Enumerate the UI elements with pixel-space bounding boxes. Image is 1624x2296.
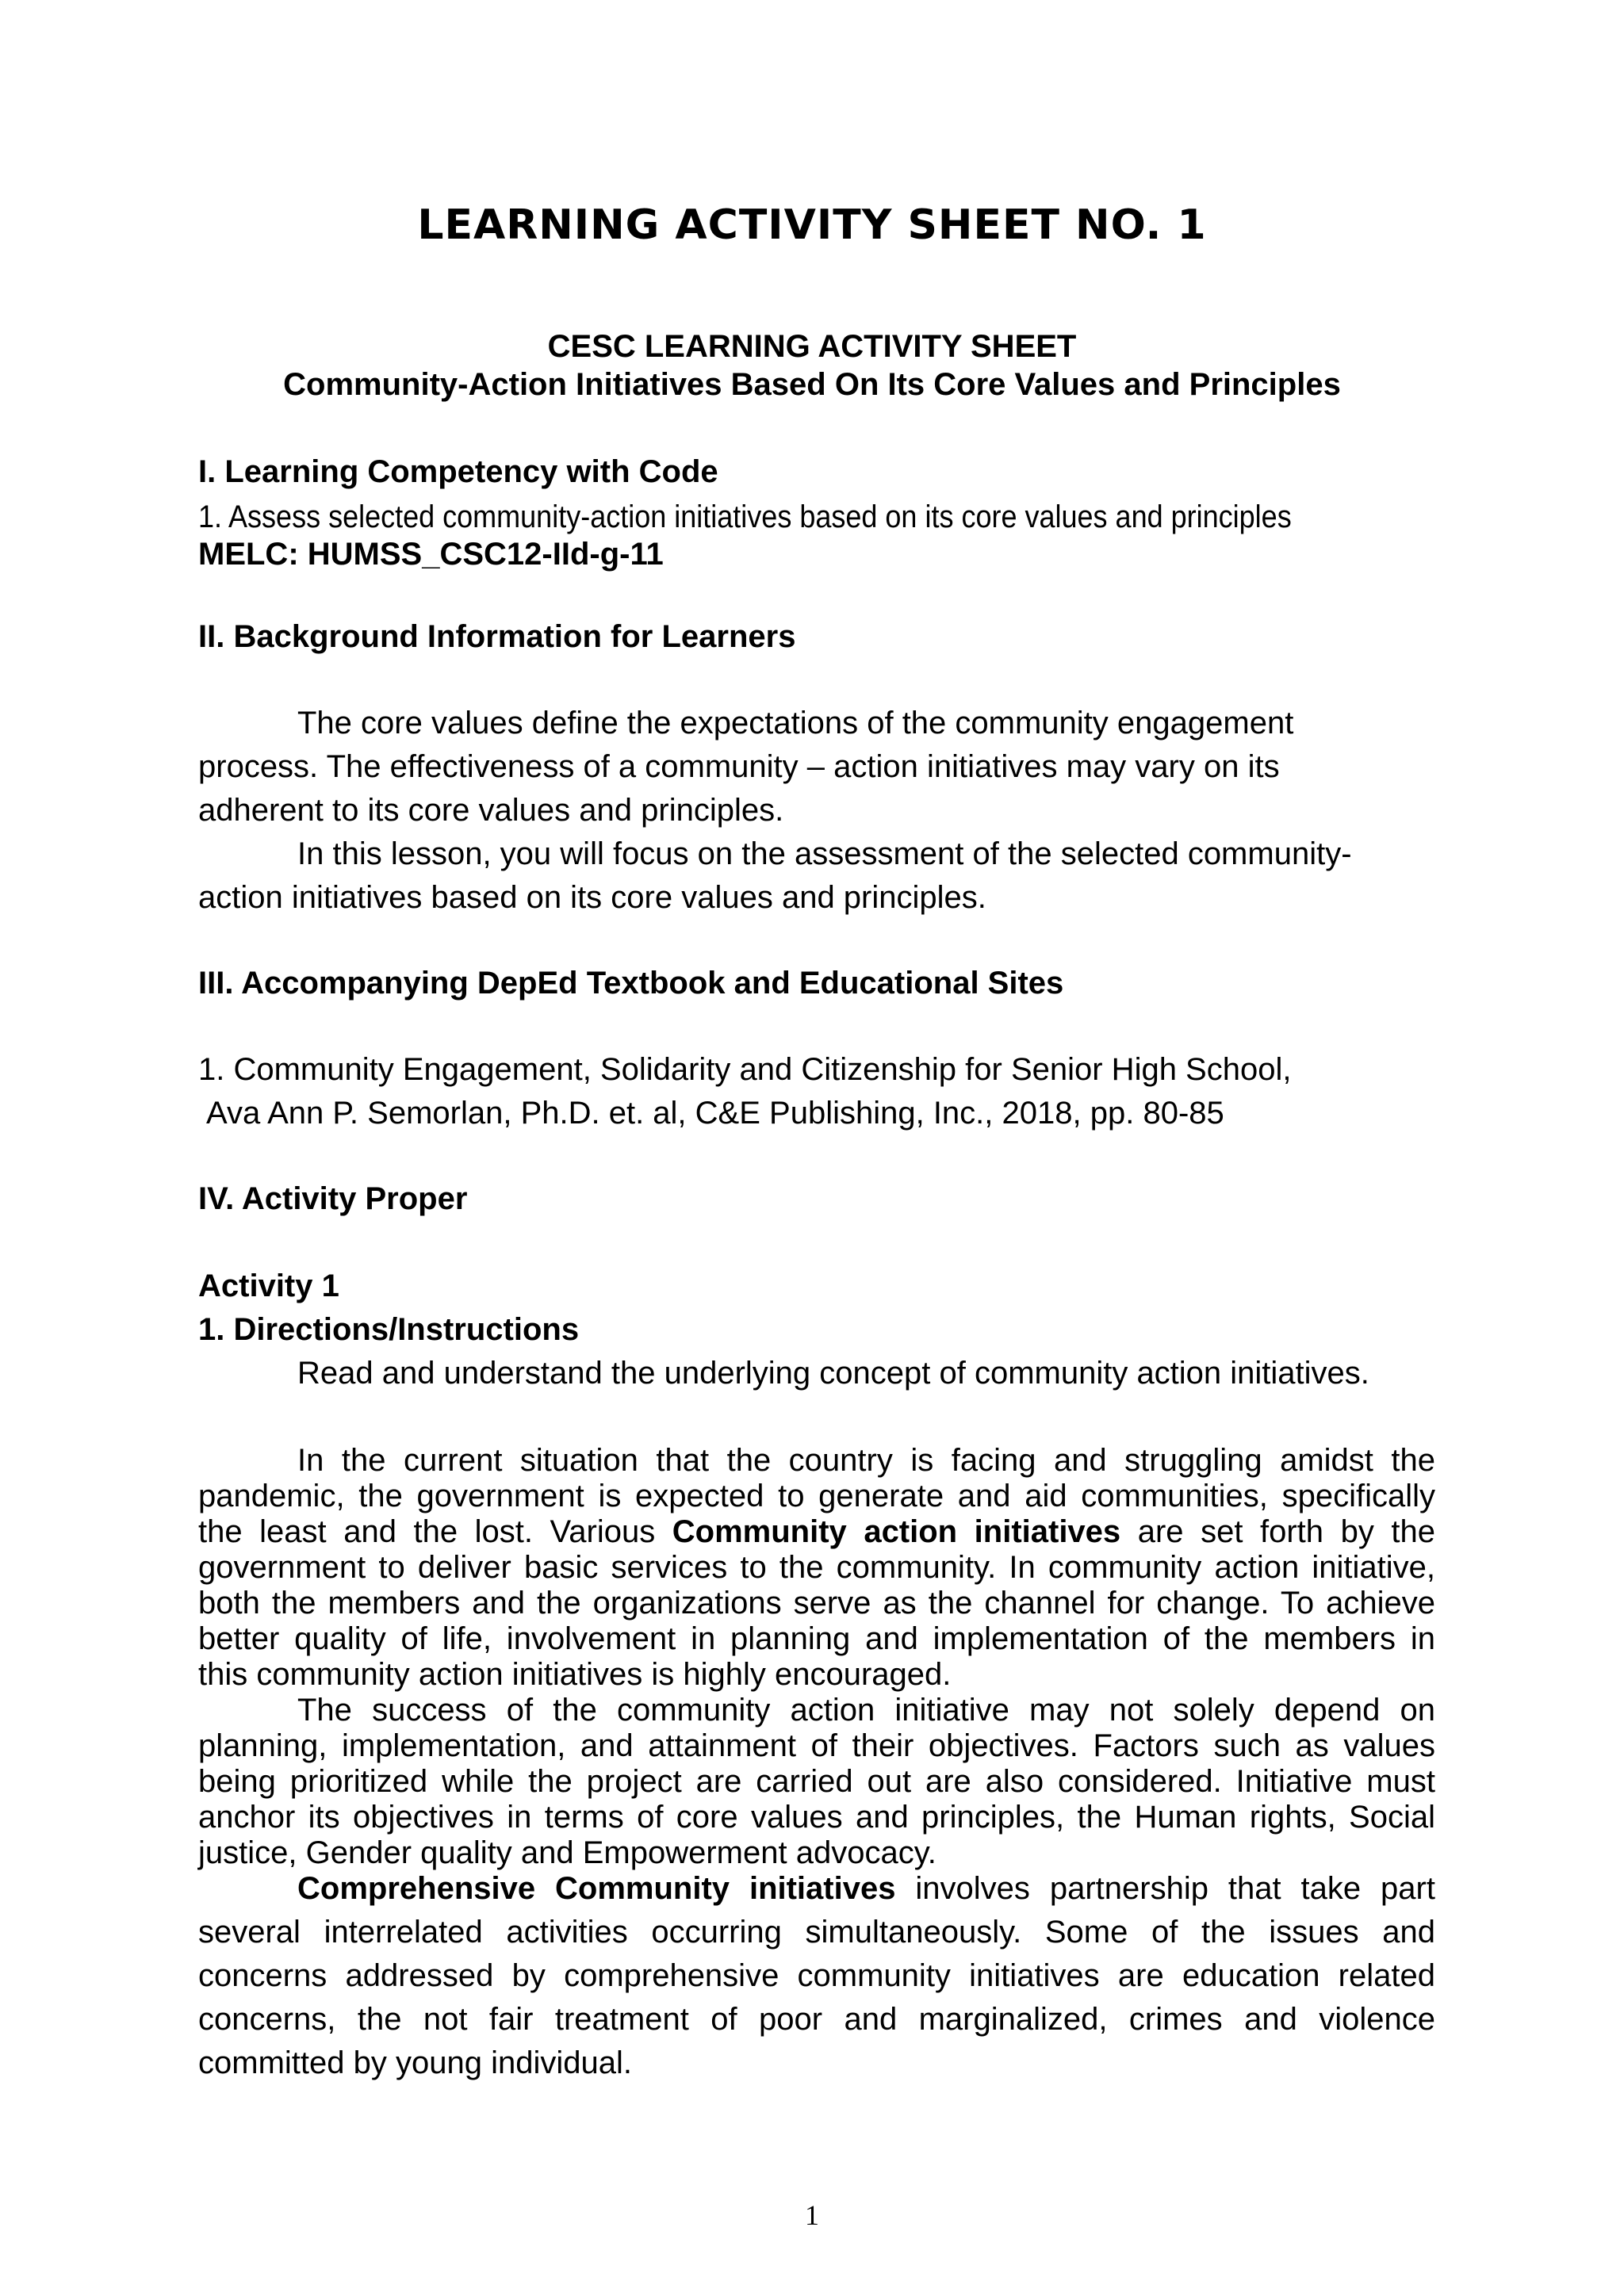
- paragraph-1-line-3: the least and the lost. Various Community action initiatives are set forth by the: [198, 1514, 1435, 1549]
- melc-code: MELC: HUMSS_CSC12-IId-g-11: [198, 537, 664, 572]
- background-line-4: In this lesson, you will focus on the assessment of the selected community-: [297, 836, 1352, 871]
- paragraph-3-line-3: concerns addressed by comprehensive community initiatives are education related: [198, 1958, 1435, 1993]
- paragraph-3-line-2: several interrelated activities occurring simultaneously. Some of the issues and: [198, 1915, 1435, 1950]
- reference-line-2: Ava Ann P. Semorlan, Ph.D. et. al, C&E Publishing, Inc., 2018, pp. 80-85: [206, 1096, 1224, 1131]
- paragraph-1-line-2: pandemic, the government is expected to generate and aid communities, specifically: [198, 1479, 1435, 1513]
- subtitle-topic: Community-Action Initiatives Based On Its Core Values and Principles: [283, 367, 1341, 402]
- reference-line-1: 1. Community Engagement, Solidarity and Citizenship for Senior High School,: [198, 1052, 1292, 1087]
- section-2-heading: II. Background Information for Learners: [198, 619, 796, 654]
- paragraph-1-line-6: better quality of life, involvement in planning and implementation of the members in: [198, 1621, 1435, 1656]
- paragraph-2-line-2: planning, implementation, and attainment of their objectives. Factors such as values: [198, 1728, 1435, 1763]
- paragraph-3-line-1: Comprehensive Community initiatives involves partnership that take part: [297, 1871, 1435, 1906]
- paragraph-3-line-4: concerns, the not fair treatment of poor and marginalized, crimes and violence: [198, 2002, 1435, 2037]
- subtitle: CESC LEARNING ACTIVITY SHEET: [547, 329, 1077, 364]
- paragraph-2-line-5: justice, Gender quality and Empowerment advocacy.: [198, 1835, 936, 1870]
- paragraph-2-line-1: The success of the community action initiative may not solely depend on: [297, 1693, 1435, 1728]
- paragraph-2-line-3: being prioritized while the project are carried out are also considered. Initiative must: [198, 1764, 1435, 1799]
- section-3-heading: III. Accompanying DepEd Textbook and Educational Sites: [198, 966, 1064, 1001]
- paragraph-3-line-5: committed by young individual.: [198, 2045, 632, 2080]
- activity-heading: Activity 1: [198, 1269, 339, 1303]
- paragraph-1-line-7: this community action initiatives is highly encouraged.: [198, 1657, 952, 1692]
- background-line-3: adherent to its core values and principles.: [198, 793, 784, 828]
- comprehensive-community-initiatives-term: Comprehensive Community initiatives: [297, 1871, 896, 1906]
- paragraph-1-line-5: both the members and the organizations serve as the channel for change. To achieve: [198, 1586, 1435, 1621]
- document-title: LEARNING ACTIVITY SHEET NO. 1: [417, 201, 1207, 249]
- page-number: 1: [805, 2199, 819, 2231]
- paragraph-2-line-4: anchor its objectives in terms of core values and principles, the Human rights, Social: [198, 1800, 1435, 1835]
- background-line-2: process. The effectiveness of a community – action initiatives may vary on its: [198, 749, 1280, 784]
- paragraph-1-line-1: In the current situation that the country is facing and struggling amidst the: [297, 1443, 1435, 1478]
- paragraph-1-line-4: government to deliver basic services to the community. In community action initiative,: [198, 1550, 1435, 1585]
- directions-heading: 1. Directions/Instructions: [198, 1312, 580, 1347]
- background-line-5: action initiatives based on its core values and principles.: [198, 880, 986, 915]
- section-4-heading: IV. Activity Proper: [198, 1181, 468, 1216]
- background-line-1: The core values define the expectations of the community engagement: [297, 706, 1294, 740]
- competency-item: 1. Assess selected community-action initiatives based on its core values and principles: [198, 499, 1292, 534]
- section-1-heading: I. Learning Competency with Code: [198, 454, 718, 489]
- directions-text: Read and understand the underlying concept of community action initiatives.: [297, 1356, 1369, 1391]
- community-action-initiatives-term: Community action initiatives: [672, 1514, 1121, 1549]
